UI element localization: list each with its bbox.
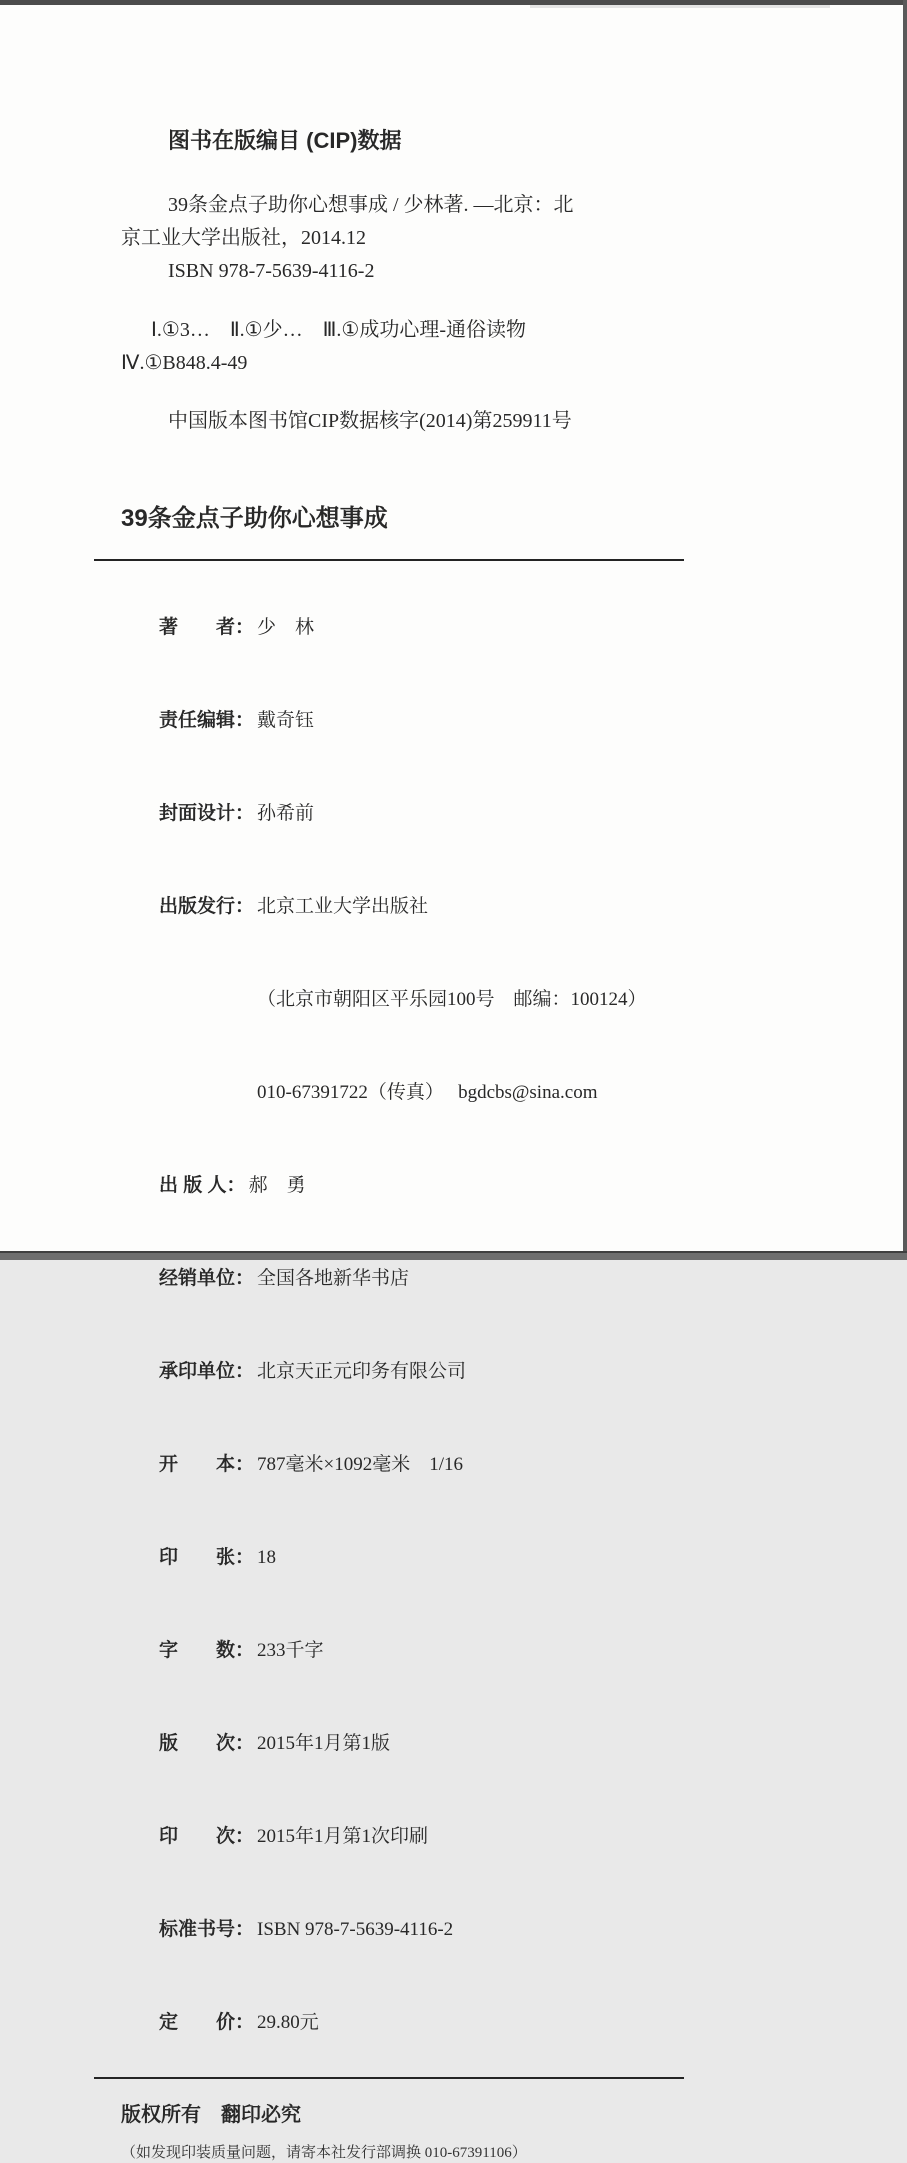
row-value: 全国各地新华书店 — [257, 1268, 410, 1289]
cip-description-line-1: 39条金点子助你心想事成 / 少林著. —北京：北 — [168, 194, 574, 216]
row-label: 版 次： — [159, 1733, 255, 1754]
row-value: ISBN 978-7-5639-4116-2 — [257, 1919, 454, 1940]
row-label: 责任编辑： — [159, 710, 255, 731]
colophon-row-printer — [121, 1325, 721, 1418]
scan-smudge — [530, 5, 830, 8]
colophon-row-cover-design — [121, 767, 721, 860]
scan-edge-bottom — [0, 1251, 907, 1260]
colophon-row-publisher-address — [121, 953, 721, 1046]
row-value: 18 — [257, 1547, 277, 1568]
cip-record-number: 中国版本图书馆CIP数据核字(2014)第259911号 — [168, 410, 572, 432]
row-value: （北京市朝阳区平乐园100号 邮编：100124） — [257, 989, 647, 1010]
colophon-row-distributor — [121, 1232, 721, 1325]
row-label: 封面设计： — [159, 803, 255, 824]
row-label: 定 价： — [159, 2012, 255, 2033]
row-label: 经销单位： — [159, 1268, 255, 1289]
cip-description — [121, 189, 721, 288]
colophon-row-publisher-contact — [121, 1046, 721, 1139]
book-title: 39条金点子助你心想事成 — [121, 505, 388, 532]
row-label: 出版发行： — [159, 896, 255, 917]
row-value: 北京工业大学出版社 — [257, 896, 429, 917]
row-label: 标准书号： — [159, 1919, 255, 1940]
colophon-row-word-count — [121, 1604, 721, 1697]
colophon-row-edition — [121, 1697, 721, 1790]
cip-classification — [121, 314, 721, 380]
row-label: 出 版 人： — [159, 1175, 246, 1196]
row-label: 承印单位： — [159, 1361, 255, 1382]
quality-note: （如发现印装质量问题，请寄本社发行部调换 010-67391106） — [121, 2145, 527, 2161]
colophon-row-publishing-person — [121, 1139, 721, 1232]
copyright-notice: 版权所有 翻印必究 — [121, 2104, 301, 2126]
colophon-row-printing — [121, 1790, 721, 1883]
row-value: 少 林 — [257, 617, 315, 638]
row-label: 开 本： — [159, 1454, 255, 1475]
row-value: 233千字 — [257, 1640, 324, 1661]
colophon-row-format — [121, 1418, 721, 1511]
row-value: 2015年1月第1次印刷 — [257, 1826, 429, 1847]
row-label: 印 次： — [159, 1826, 255, 1847]
row-value: 29.80元 — [257, 2012, 319, 2033]
row-label: 字 数： — [159, 1640, 255, 1661]
row-label: 著 者： — [159, 617, 255, 638]
row-value: 北京天正元印务有限公司 — [257, 1361, 467, 1382]
row-label: 印 张： — [159, 1547, 255, 1568]
cip-classification-line-1: Ⅰ.①3… Ⅱ.①少… Ⅲ.①成功心理-通俗读物 — [151, 319, 526, 341]
row-value: 2015年1月第1版 — [257, 1733, 391, 1754]
page-content — [121, 0, 721, 2163]
cip-classification-line-2: Ⅳ.①B848.4-49 — [121, 352, 248, 374]
colophon-row-price — [121, 1976, 721, 2069]
colophon-row-editor — [121, 674, 721, 767]
scan-edge-right — [903, 0, 907, 1260]
row-value: 787毫米×1092毫米 1/16 — [257, 1454, 464, 1475]
scan-edge-top — [0, 0, 907, 5]
colophon-row-isbn — [121, 1883, 721, 1976]
colophon-table — [121, 581, 721, 2069]
row-value: 郝 勇 — [248, 1175, 306, 1196]
row-value: 戴奇钰 — [257, 710, 315, 731]
colophon-row-publisher — [121, 860, 721, 953]
row-value: 孙希前 — [257, 803, 315, 824]
cip-description-line-3: ISBN 978-7-5639-4116-2 — [168, 260, 375, 282]
colophon-row-author — [121, 581, 721, 674]
row-value: 010-67391722（传真） bgdcbs@sina.com — [257, 1082, 598, 1103]
cip-heading: 图书在版编目 (CIP)数据 — [168, 128, 402, 153]
divider-top — [94, 559, 684, 561]
divider-bottom — [94, 2077, 684, 2079]
colophon-row-sheets — [121, 1511, 721, 1604]
cip-description-line-2: 京工业大学出版社，2014.12 — [121, 227, 366, 249]
